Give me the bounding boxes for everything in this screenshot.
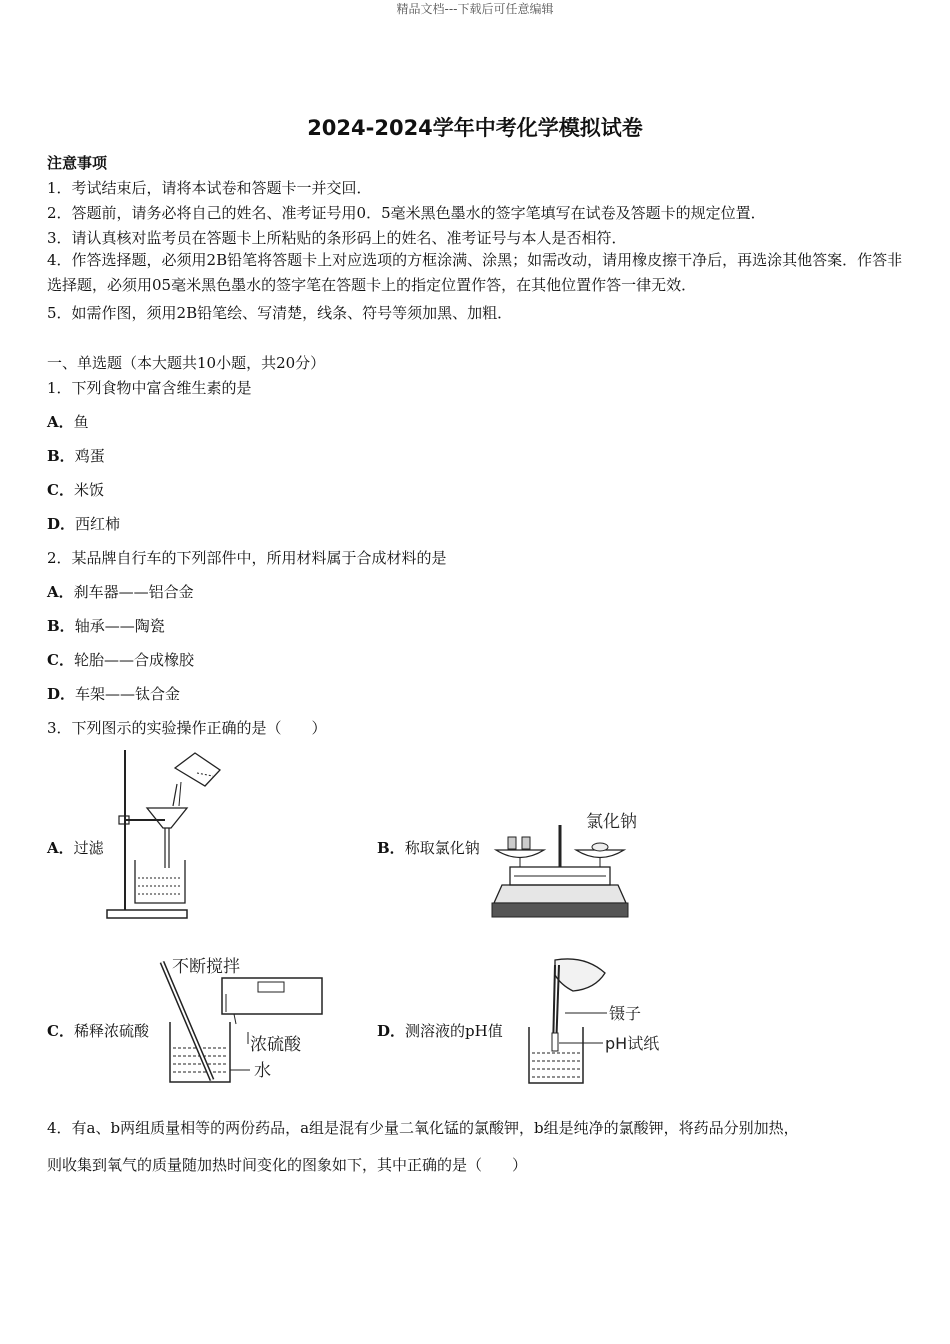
section-heading: 一、单选题（本大题共10小题，共20分）: [47, 354, 326, 372]
label-water: 水: [254, 1061, 271, 1081]
option-c: [47, 1020, 149, 1041]
option-letter: C．: [47, 651, 74, 669]
option-a: [47, 411, 89, 432]
option-letter: B．: [377, 839, 405, 857]
option-text: 米饭: [73, 481, 104, 499]
balance-figure: [488, 805, 648, 927]
notice-item: 5．如需作图，须用2B铅笔绘、写清楚，线条、符号等须加黑、加粗．: [47, 304, 513, 322]
notice-item: 3．请认真核对监考员在答题卡上所粘贴的条形码上的姓名、准考证号与本人是否相符．: [47, 229, 627, 247]
option-letter: D．: [47, 685, 76, 703]
option-d: [377, 1020, 503, 1041]
option-a: [47, 837, 104, 858]
label-tweezers: 镊子: [609, 1004, 642, 1023]
question-stem: 3．下列图示的实验操作正确的是（ ）: [47, 719, 327, 737]
option-text: 测溶液的pH值: [405, 1022, 503, 1040]
label-ph-paper: pH试纸: [605, 1034, 660, 1053]
question-stem: 1．下列食物中富含维生素的是: [47, 379, 252, 397]
option-c: [47, 479, 104, 500]
option-b: [47, 445, 105, 466]
dilution-figure: [150, 952, 330, 1096]
option-text: 鱼: [73, 413, 89, 431]
label-stir: 不断搅拌: [172, 957, 240, 977]
notice-item: 4．作答选择题，必须用2B铅笔将答题卡上对应选项的方框涂满、涂黑；如需改动，请用橡皮擦干净后，再选涂其他答案．作答非选择题，必须用05毫米黑色墨水的签字笔在答题卡上的指定位置作答，在其他位置作答一律无效．: [47, 251, 903, 294]
option-text: 西红柿: [75, 515, 121, 533]
option-letter: B．: [47, 447, 75, 465]
question-stem-continued: 则收集到氧气的质量随加热时间变化的图象如下，其中正确的是（ ）: [47, 1156, 528, 1174]
option-b: [47, 615, 165, 636]
option-d: [47, 683, 180, 704]
label-conc-acid: 浓硫酸: [250, 1035, 301, 1055]
option-text: 刹车器——铝合金: [73, 583, 194, 601]
question-stem: 2．某品牌自行车的下列部件中，所用材料属于合成材料的是: [47, 549, 447, 567]
option-d: [47, 513, 120, 534]
option-text: 称取氯化钠: [404, 839, 480, 857]
option-text: 鸡蛋: [74, 447, 105, 465]
page-title: 2024-2024学年中考化学模拟试卷: [307, 116, 643, 140]
option-letter: A．: [47, 583, 74, 601]
ph-test-figure: [525, 955, 665, 1094]
option-letter: C．: [47, 1022, 74, 1040]
option-a: [47, 581, 194, 602]
option-letter: C．: [47, 481, 74, 499]
notice-heading: 注意事项: [47, 154, 108, 172]
page-watermark: 精品文档---下载后可任意编辑: [396, 2, 554, 16]
notice-item: 1．考试结束后，请将本试卷和答题卡一并交回．: [47, 179, 372, 197]
label-nacl: 氯化钠: [586, 812, 637, 832]
notice-item: 2．答题前，请务必将自己的姓名、准考证号用0．5毫米黑色墨水的签字笔填写在试卷及答题卡的规定位置．: [47, 204, 766, 222]
option-text: 稀释浓硫酸: [73, 1022, 149, 1040]
option-text: 过滤: [73, 839, 104, 857]
option-letter: B．: [47, 617, 75, 635]
option-letter: D．: [377, 1022, 406, 1040]
filtration-figure: [105, 748, 230, 927]
option-letter: A．: [47, 839, 74, 857]
option-b: [377, 837, 480, 858]
option-letter: D．: [47, 515, 76, 533]
option-c: [47, 649, 194, 670]
option-text: 车架——钛合金: [75, 685, 181, 703]
option-text: 轴承——陶瓷: [74, 617, 165, 635]
question-stem: 4．有a、b两组质量相等的两份药品，a组是混有少量二氧化锰的氯酸钾，b组是纯净的氯酸钾，将药品分别加热，: [47, 1119, 799, 1137]
option-text: 轮胎——合成橡胶: [73, 651, 194, 669]
option-letter: A．: [47, 413, 74, 431]
